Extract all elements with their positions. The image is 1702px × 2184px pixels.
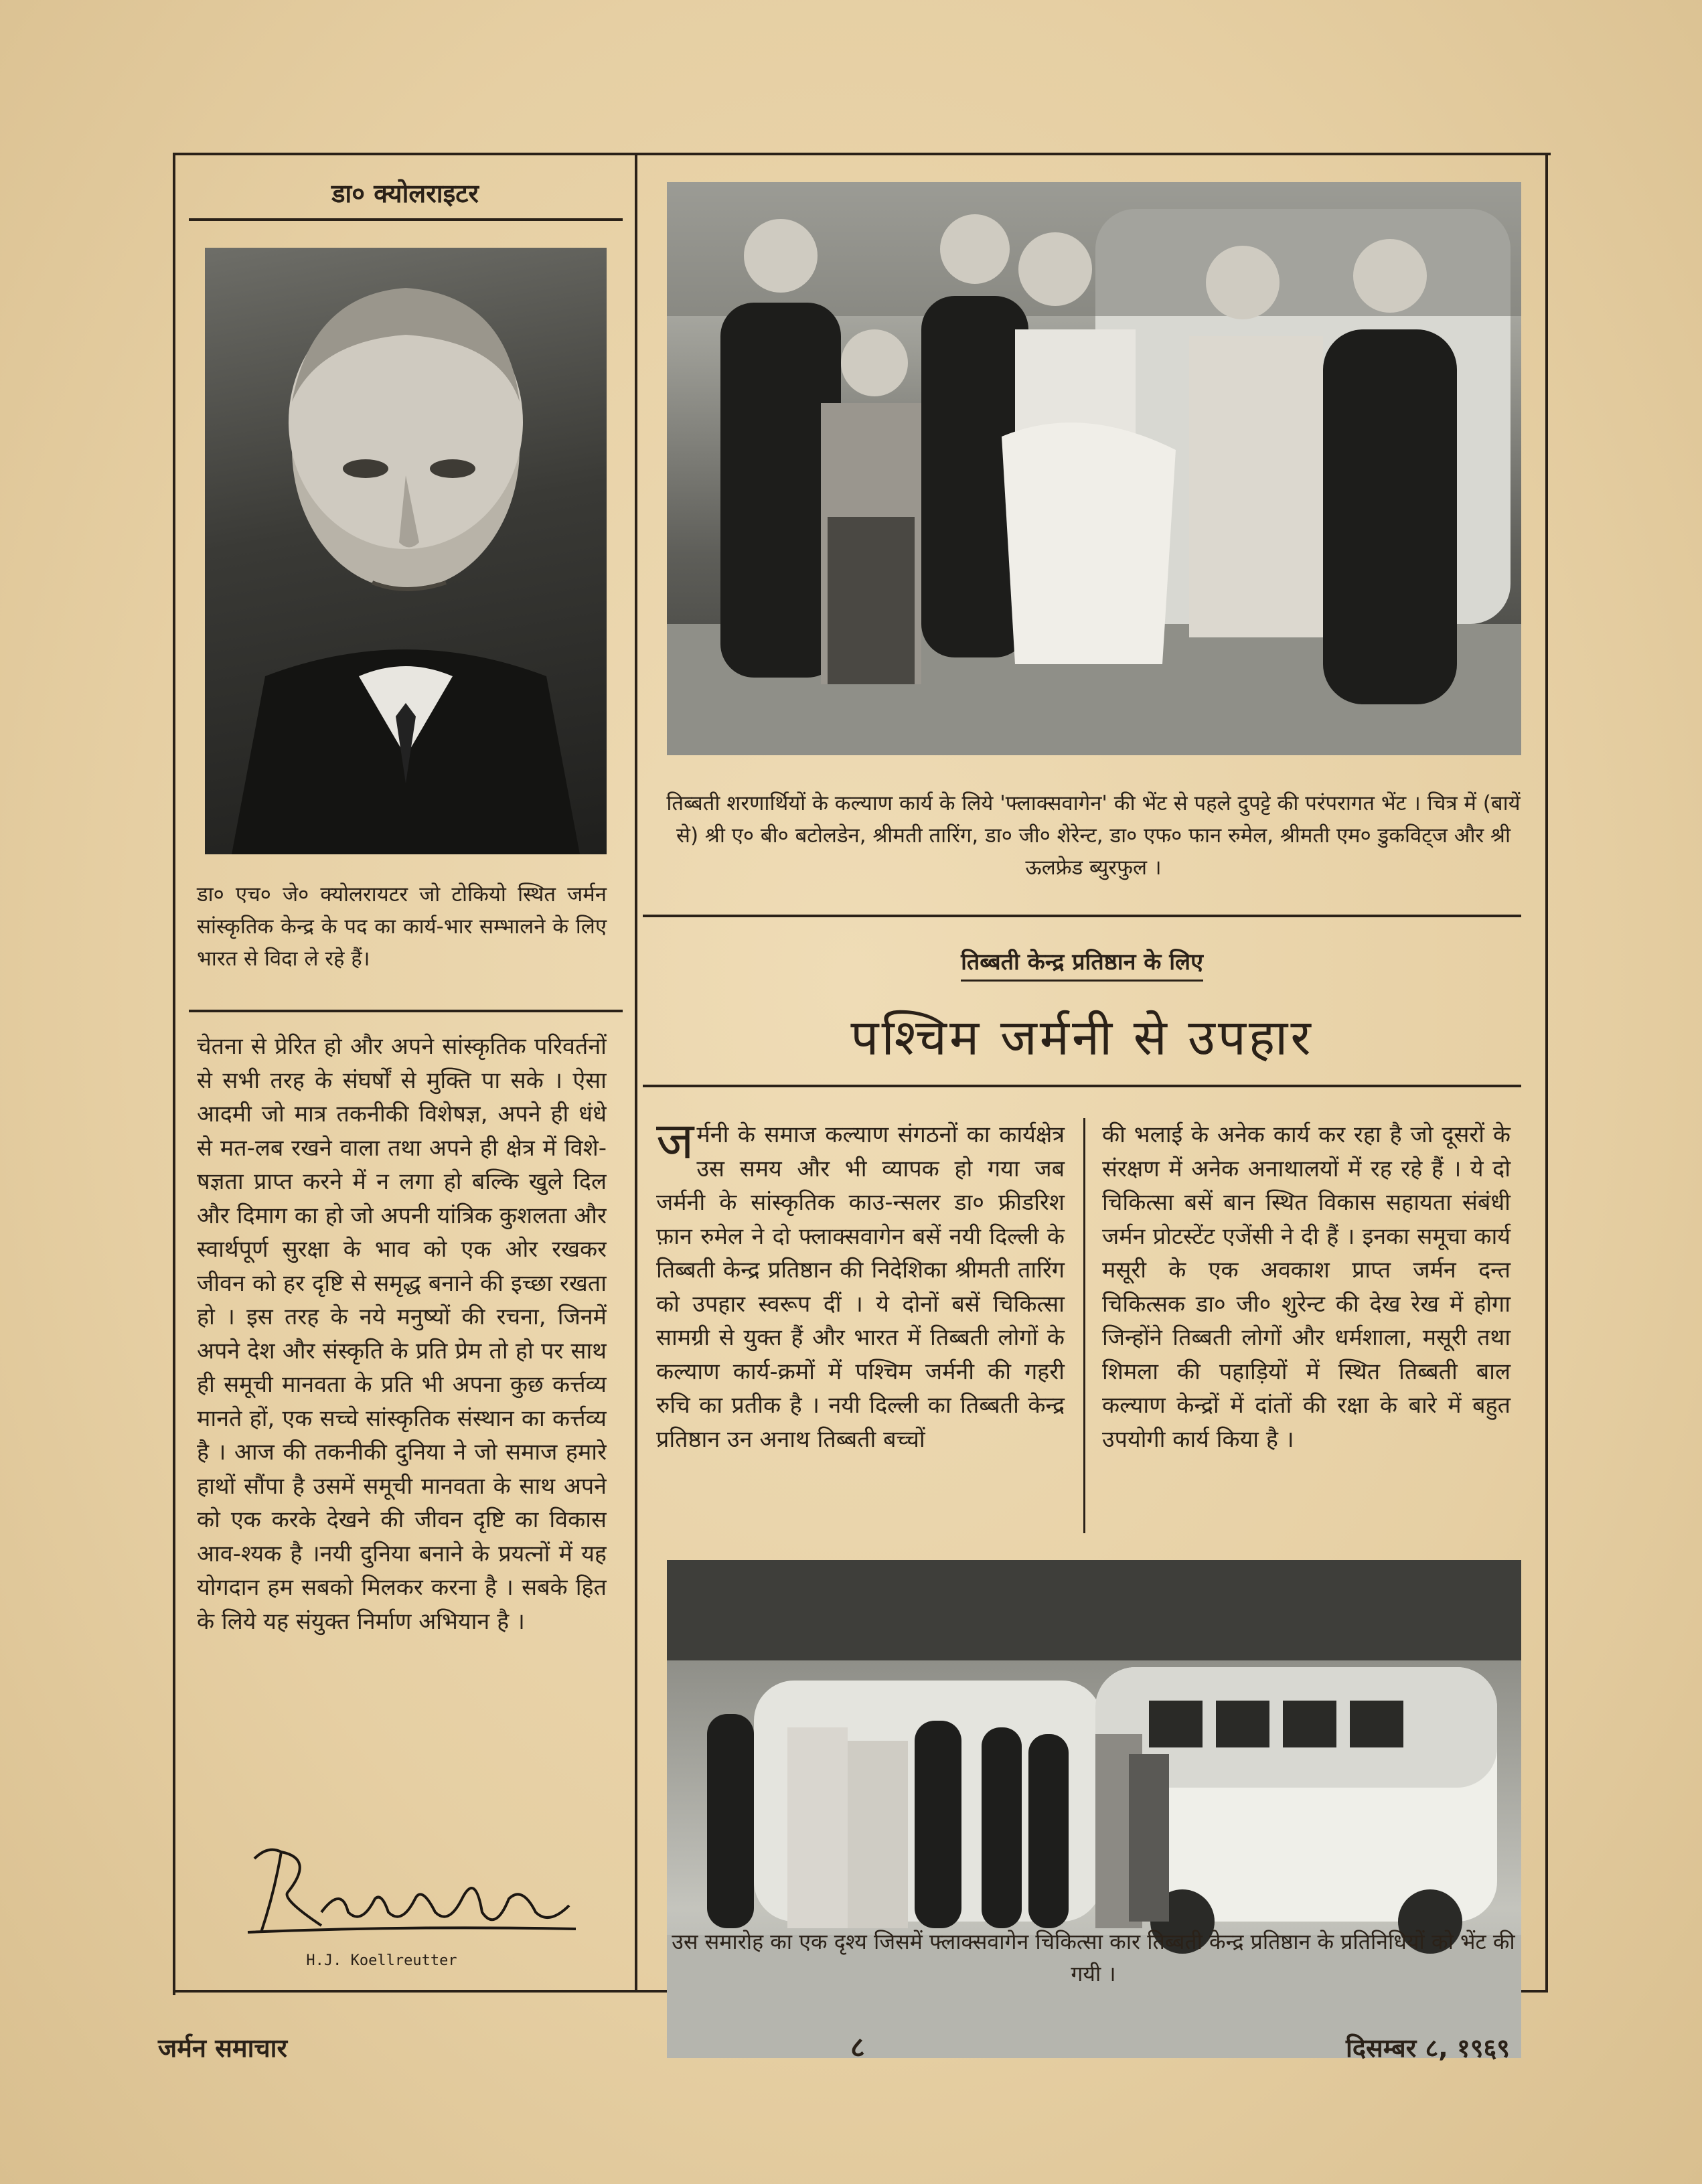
footer-publication: जर्मन समाचार: [158, 2033, 288, 2063]
signature: [241, 1832, 603, 1946]
article-column-1-text: र्मनी के समाज कल्याण संगठनों का कार्यक्षेत्र उस समय और भी व्यापक हो गया जब जर्मनी के सांस्कृतिक काउ-न्सलर डा० फ्रीडरिश फ़ान रुमेल ने दो फ्लाक्सवागेन बसें नयी दिल्ली के तिब्बती केन्द्र प्रतिष्ठान की निदेशिका श्रीमती तारिंग को उपहार स्वरूप दीं । ये दोनों बसें चिकित्सा सामग्री से युक्त हैं और भारत में तिब्बती लोगों के कल्याण कार्य-क्रमों में पश्चिम जर्मनी की गहरी रुचि का प्रतीक है । नयी दिल्ली का तिब्बती केन्द्र प्रतिष्ठान उन अनाथ तिब्बती बच्चों: [656, 1121, 1065, 1453]
portrait-caption: डा० एच० जे० क्योलरायटर जो टोकियो स्थित जर्मन सांस्कृतिक केन्द्र के पद का कार्य-भार सम्भालने के लिए भारत से विदा ले रहे हैं।: [197, 882, 607, 971]
portrait-photo: [205, 248, 607, 854]
footer-date: दिसम्बर ८, १९६९: [1346, 2033, 1510, 2063]
article-title: पश्चिम जर्मनी से उपहार: [850, 1009, 1314, 1067]
sidebar-heading: डा० क्योलराइटर: [331, 179, 479, 208]
article-kicker-text: तिब्बती केन्द्र प्रतिष्ठान के लिए: [961, 949, 1203, 982]
portrait-illustration: [205, 248, 607, 854]
article-column-divider: [1083, 1118, 1085, 1533]
article-dropcap: ज: [656, 1111, 694, 1170]
article-kicker: [643, 945, 1521, 976]
column-divider: [635, 153, 637, 1993]
sidebar-heading-rule: [189, 218, 623, 221]
signature-scribble: [241, 1832, 603, 1946]
right-border: [1545, 153, 1548, 1993]
footer-page-number: ८: [850, 2031, 865, 2063]
top-photo-illustration: [667, 182, 1521, 755]
sidebar-caption-rule: [189, 1010, 623, 1012]
article-column-2: की भलाई के अनेक कार्य कर रहा है जो दूसरों के संरक्षण में अनेक अनाथालयों में रह रहे हैं । ये दो चिकित्सा बसें बान स्थित विकास सहायता संबंधी जर्मन प्रोटस्टेंट एजेंसी ने दी हैं । इनका समूचा कार्य मसूरी के एक अवकाश प्राप्त जर्मन दन्त चिकित्सक डा० जी० शुरेन्ट की देख रेख में होगा जिन्होंने तिब्बती लोगों और धर्मशाला, मसूरी तथा शिमला की पहाड़ियों में स्थित तिब्बती बाल कल्याण केन्द्रों में दांतों की रक्षा के बारे में बहुत उपयोगी कार्य किया है ।: [1102, 1121, 1511, 1453]
sidebar-body-text: चेतना से प्रेरित हो और अपने सांस्कृतिक परिवर्तनों से सभी तरह के संघर्षों से मुक्ति पा सके । ऐसा आदमी जो मात्र तकनीकी विशेषज्ञ, अपने ही धंधे से मत-लब रखने वाला तथा अपने ही क्षेत्र में विशे-षज्ञता प्राप्त करने में न लगा हो बल्कि खुले दिल और दिमाग का हो जो अपनी यांत्रिक कुशलता और स्वार्थपूर्ण सुरक्षा के भाव को एक ओर रखकर जीवन को हर दृष्टि से समृद्ध बनाने की इच्छा रखता हो । इस तरह के नये मनुष्यों की रचना, जिनमें अपने देश और संस्कृति के प्रति प्रेम तो हो पर साथ ही समूची मानवता के प्रति भी अपना कुछ कर्त्तव्य मानते हों, एक सच्चे सांस्कृतिक संस्थान का कर्त्तव्य है । आज की तकनीकी दुनिया ने जो समाज हमारे हाथों सौंपा है उसमें समूची मानवता के साथ अपने को एक करके देखने की जीवन दृष्टि का विकास आव-श्यक है ।नयी दुनिया बनाने के प्रयत्नों में यह योगदान हम सबको मिलकर करना है । सबके हित के लिये यह संयुक्त निर्माण अभियान है ।: [197, 1033, 607, 1635]
bottom-photo-caption: उस समारोह का एक दृश्य जिसमें फ्लाक्सवागेन चिकित्सा कार तिब्बती केन्द्र प्रतिष्ठान के प्रतिनिधियों को भेंट की गयी ।: [672, 1929, 1515, 1986]
caption-rule: [643, 915, 1521, 917]
title-rule: [643, 1085, 1521, 1087]
article-column-1: [656, 1111, 1065, 1456]
signature-name: H.J. Koellreutter: [306, 1952, 457, 1969]
top-photo: [667, 182, 1521, 755]
top-photo-caption: तिब्बती शरणार्थियों के कल्याण कार्य के लिये 'फ्लाक्सवागेन' की भेंट से पहले दुपट्टे की परंपरागत भेंट । चित्र में (बायें से) श्री ए० बी० बटोलडेन, श्रीमती तारिंग, डा० जी० शेरेन्ट, डा० एफ० फान रुमेल, श्रीमती एम० डुकविट्ज और श्री ऊलफ्रेड ब्युरफुल ।: [666, 791, 1521, 880]
